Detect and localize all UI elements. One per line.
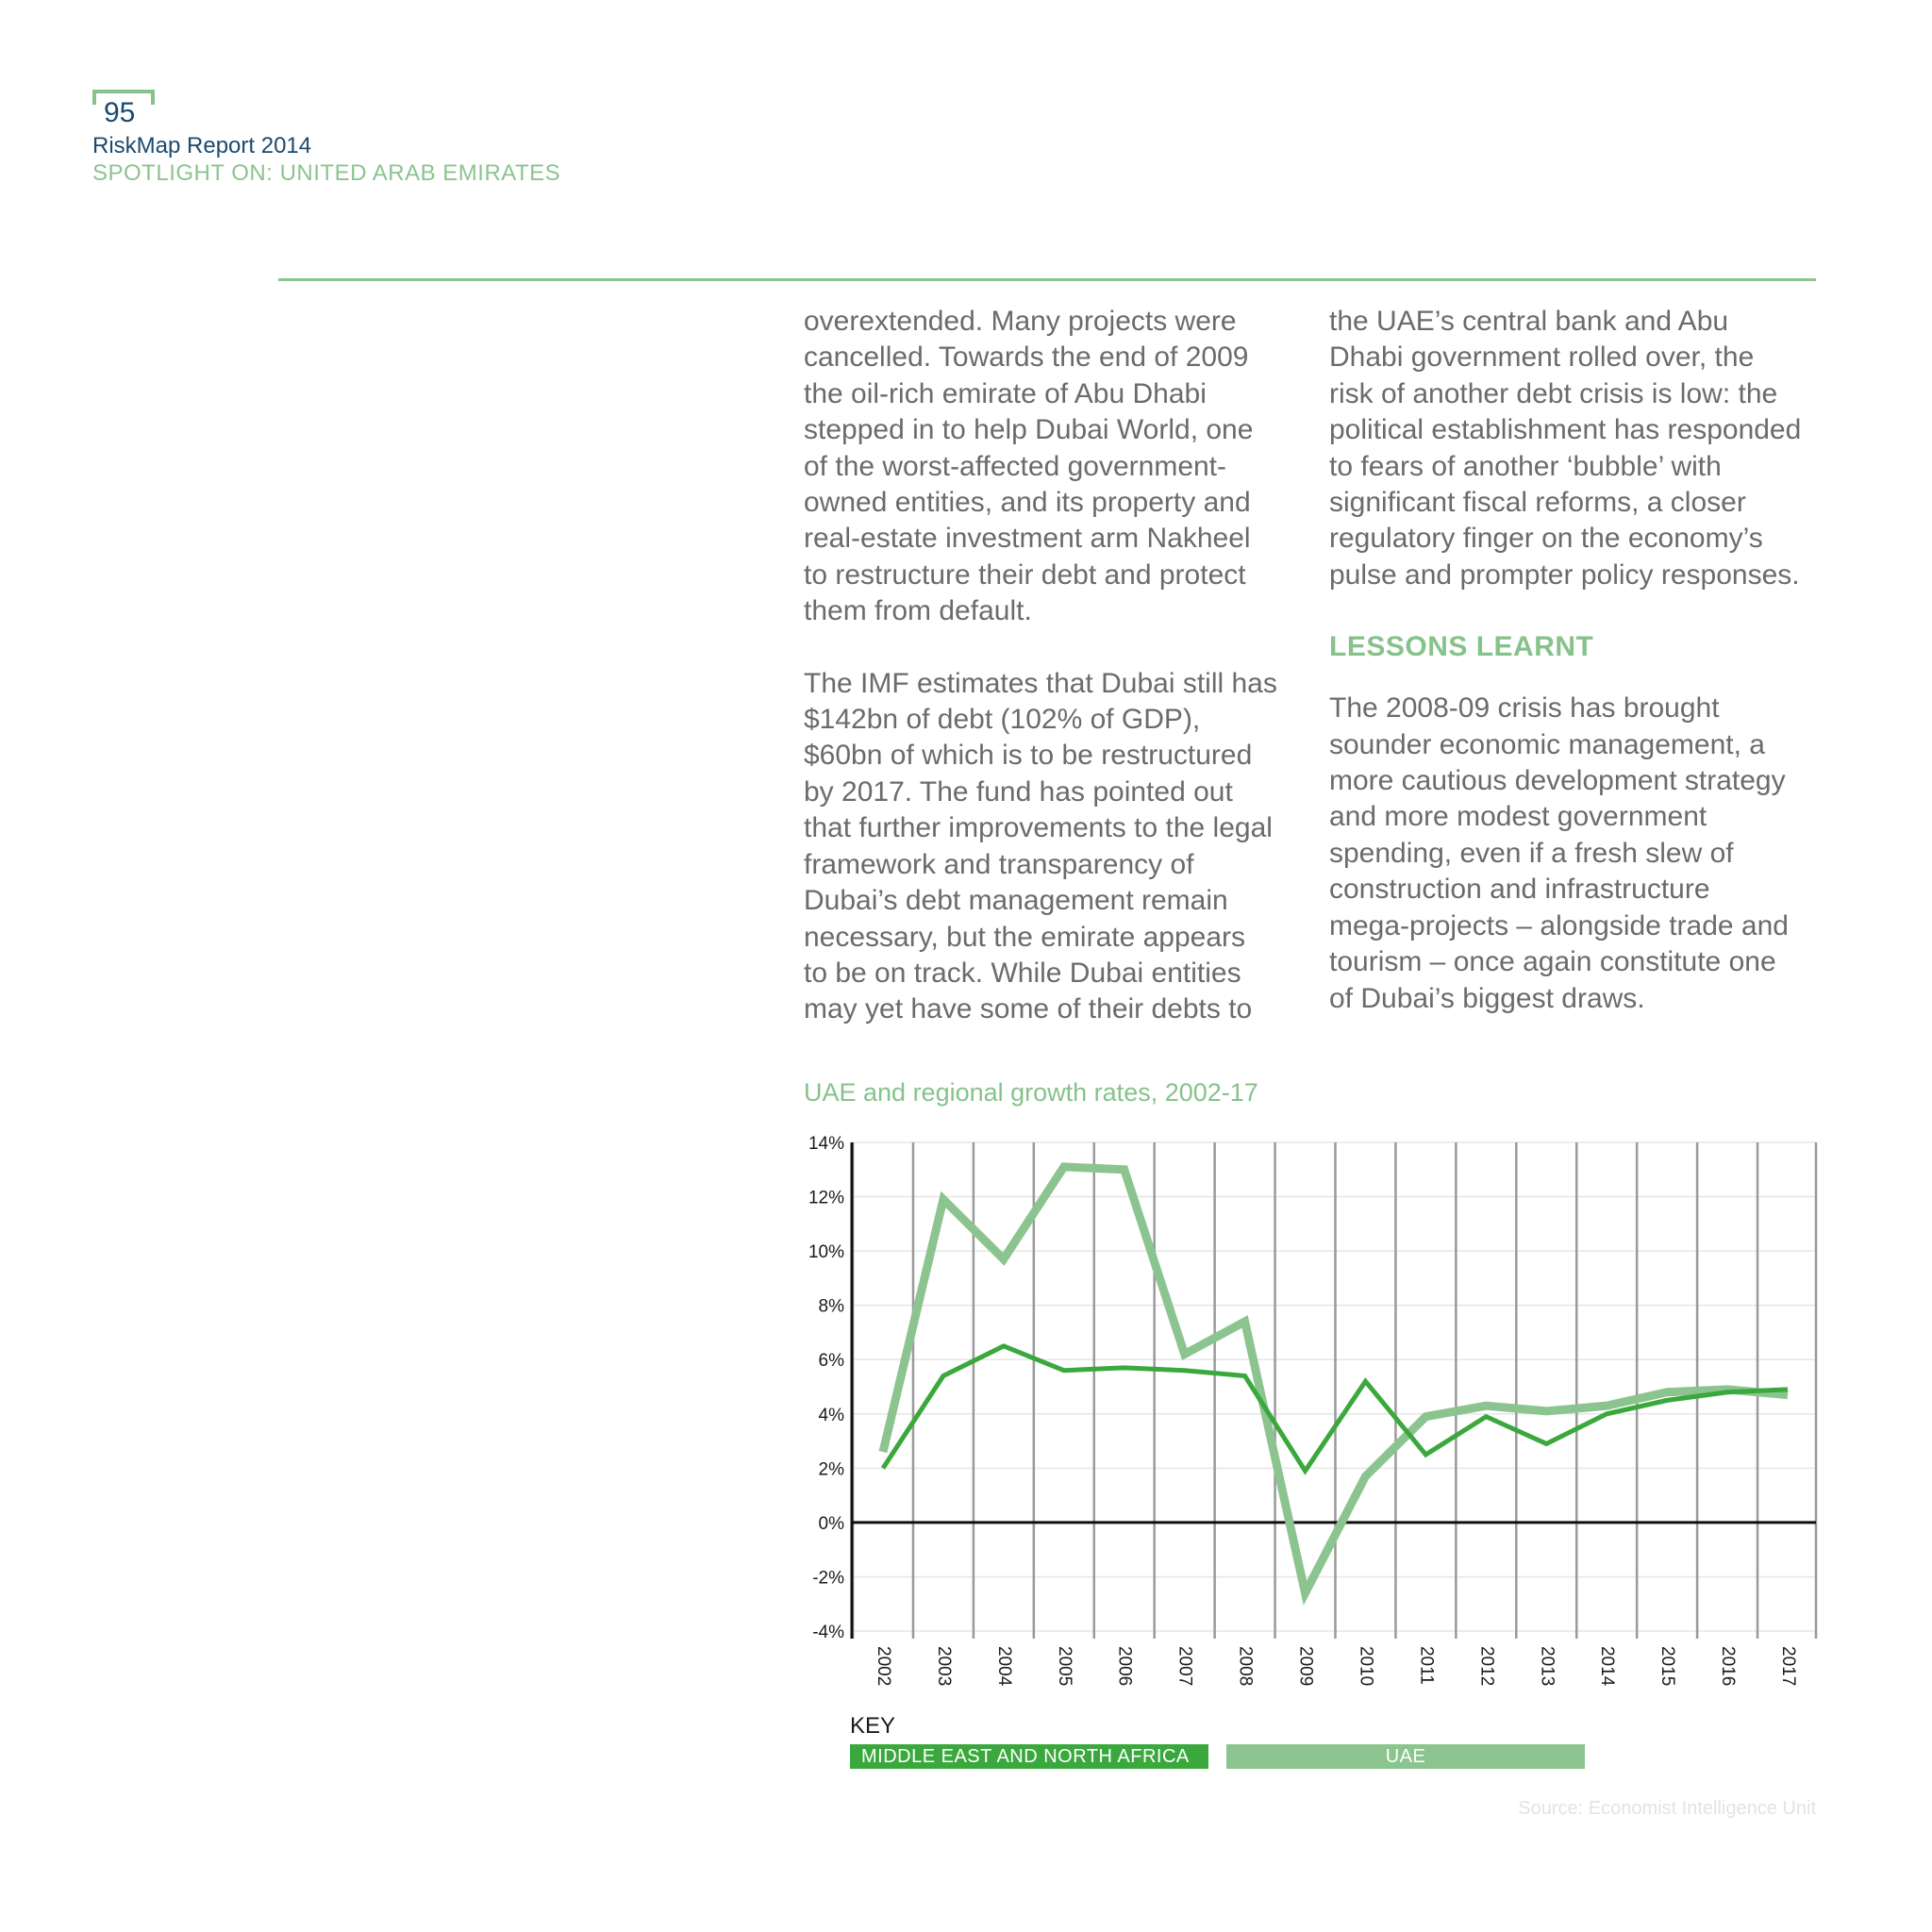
page-number-block <box>92 90 149 128</box>
paragraph: the UAE’s central bank and Abu Dhabi government rolled over, the risk of another debt crisis is low: the political establishment has responded to fears of another ‘bubble’ with significant fiscal reforms, a closer regulatory finger on the economy’s pulse and prompter policy responses. <box>1329 306 1802 591</box>
paragraph: overextended. Many projects were cancelled. Towards the end of 2009 the oil-rich emirate of Abu Dhabi stepped in to help Dubai World, one of the worst-affected government- owned entities, and its property and real-estate investment arm Nakheel to restructure their debt and protect them from default. <box>804 306 1254 627</box>
y-tick-label: 2% <box>818 1459 844 1480</box>
y-tick-label: 14% <box>808 1134 844 1154</box>
legend-label: MIDDLE EAST AND NORTH AFRICA <box>861 1746 1190 1767</box>
legend-item-mena <box>850 1744 1208 1769</box>
x-tick-label: 2010 <box>1356 1646 1376 1687</box>
x-tick-label: 2017 <box>1777 1646 1798 1687</box>
x-tick-label: 2011 <box>1416 1646 1437 1685</box>
x-tick-label: 2008 <box>1235 1646 1256 1687</box>
growth-rate-chart <box>792 1127 1830 1712</box>
text-column-left <box>804 304 1294 1028</box>
x-tick-label: 2014 <box>1597 1646 1618 1687</box>
x-tick-label: 2015 <box>1657 1646 1678 1687</box>
x-tick-label: 2002 <box>873 1646 893 1687</box>
source-note: Source: Economist Intelligence Unit <box>1518 1798 1816 1819</box>
y-tick-label: 12% <box>808 1188 844 1208</box>
y-tick-label: 6% <box>818 1351 844 1372</box>
paragraph: The 2008-09 crisis has brought sounder economic management, a more cautious development strategy and more modest government spending, even if a fresh slew of construction and infrastructure mega-projects – alongside trade and tourism – once again constitute one of Dubai’s biggest draws. <box>1329 692 1789 1014</box>
section-divider <box>278 278 1816 281</box>
x-tick-label: 2005 <box>1054 1646 1074 1687</box>
section-label: SPOTLIGHT ON: UNITED ARAB EMIRATES <box>92 160 561 186</box>
page-number: 95 <box>104 97 136 128</box>
text-column-right <box>1329 304 1820 1017</box>
x-tick-label: 2007 <box>1174 1646 1195 1687</box>
x-tick-label: 2004 <box>993 1646 1014 1687</box>
x-tick-label: 2003 <box>933 1646 954 1687</box>
x-tick-label: 2016 <box>1718 1646 1739 1687</box>
section-heading: LESSONS LEARNT <box>1329 631 1594 663</box>
y-tick-label: 8% <box>818 1296 844 1317</box>
legend-title: KEY <box>850 1713 896 1739</box>
x-tick-label: 2006 <box>1114 1646 1135 1687</box>
y-tick-label: -2% <box>812 1568 844 1589</box>
x-tick-label: 2009 <box>1295 1646 1316 1687</box>
legend-item-uae <box>1226 1744 1585 1769</box>
y-tick-label: -4% <box>812 1623 844 1642</box>
paragraph: The IMF estimates that Dubai still has $142bn of debt (102% of GDP), $60bn of which is to be restructured by 2017. The fund has pointed out that further improvements to the legal framework and transparency of Dubai’s debt management remain necessary, but the emirate appears to be on track. While Dubai entities may yet have some of their debts to <box>804 667 1277 1025</box>
chart-title: UAE and regional growth rates, 2002-17 <box>804 1078 1258 1107</box>
y-tick-label: 10% <box>808 1242 844 1263</box>
x-tick-label: 2012 <box>1476 1646 1497 1687</box>
report-title: RiskMap Report 2014 <box>92 133 312 158</box>
x-tick-label: 2013 <box>1537 1646 1557 1687</box>
legend-label: UAE <box>1385 1746 1426 1767</box>
y-tick-label: 0% <box>818 1513 844 1534</box>
y-tick-label: 4% <box>818 1405 844 1425</box>
